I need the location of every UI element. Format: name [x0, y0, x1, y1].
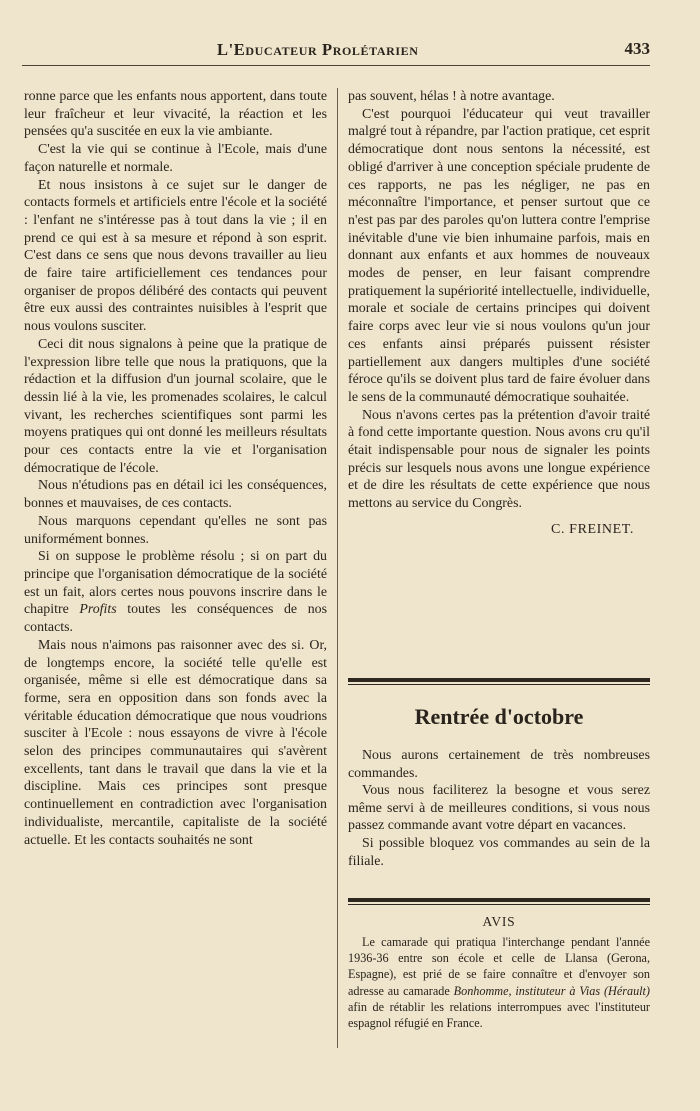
- paragraph: Mais nous n'aimons pas raisonner avec des si. Or, de longtemps encore, la société telle qu'elle est organisée, même si elle est démocratique dans sa forme, sera en opposition dans son fonds avec la véritable éducation démocratique que nous voudrions susciter à l'Ecole : nous essayons de vivre à l'école selon des principes communautaires qui s'avèrent excellents, tant dans le travail que dans la vie et la discipline. Mais ces principes sont presque continuellement en contradiction avec l'organisation individualiste, mercantile, capitaliste de la société actuelle. Et les contacts souhaités ne sont: [24, 637, 327, 848]
- rentree-section: [348, 747, 650, 870]
- paragraph: [348, 934, 650, 1031]
- paragraph: C'est la vie qui se continue à l'Ecole, mais d'une façon naturelle et normale.: [24, 142, 327, 175]
- right-column: [348, 88, 650, 539]
- italic-name: Bonhomme, instituteur à Vias (Hérault): [453, 983, 650, 998]
- paragraph: Nous marquons cependant qu'elles ne sont pas uniformément bonnes.: [24, 513, 327, 547]
- avis-heading: AVIS: [482, 914, 516, 929]
- italic-term: Profits: [79, 602, 117, 618]
- section-rule: [348, 678, 650, 682]
- paragraph-text: afin de rétablir les relations interrompues avec l'instituteur espagnol réfugié en France.: [348, 999, 650, 1031]
- paragraph-text: Le camarade qui pratiqua l'interchange pendant l'année 1936-36 entre son école et celle de Llansa (Gerona, Espagne), est prié de se faire connaître et d'envoyer son adresse au camarade: [348, 935, 650, 998]
- signature: C. FREINET.: [551, 521, 634, 537]
- paragraph: Si possible bloquez vos commandes au sein de la filiale.: [348, 835, 650, 869]
- section-rule-thin: [348, 684, 650, 685]
- paragraph: ronne parce que les enfants nous apportent, dans toute leur fraîcheur et leur vivacité, la réaction et les pensées qu'a suscitée en eux la vie ambiante.: [24, 89, 327, 140]
- paragraph: C'est pourquoi l'éducateur qui veut travailler malgré tout à répandre, par l'action pratique, cet esprit démocratique dont nous sentons la nécessité, est obligé d'arriver à une conception spéciale prudente de ces rapports, ne pas les négliger, ne pas en méconnaître l'importance, et penser surtout que ce n'est pas par des paroles qu'on luttera contre l'emprise inévitable d'une vie bien inhumaine parfois, mais en donnant aux enfants et aux hommes de nouveaux modes de penser, en leur faisant comprendre pratiquement la supériorité intellectuelle, individuelle, morale et sociale de certains principes qui doivent faire corps avec leur vie si nous voulons qu'un jour ces enfants ainsi préparés puissent résister partiellement aux dangers multiples d'une société féroce qu'ils se doivent plus tard de faire évoluer dans le sens de la communauté démocratique souhaitée.: [348, 106, 650, 405]
- left-column: [24, 88, 327, 849]
- header-rule: [22, 65, 650, 66]
- journal-title: L'Educateur Prolétarien: [217, 40, 419, 59]
- paragraph-text: toutes les conséquences de nos contacts.: [24, 602, 327, 636]
- paragraph-text: Si on suppose le problème résolu ; si on part du principe que l'organisation démocratique de la société est un fait, alors certes nous pouvons inscrire dans le chapitre: [24, 549, 327, 618]
- paragraph: Nous n'étudions pas en détail ici les conséquences, bonnes et mauvaises, de ces contacts.: [24, 478, 327, 512]
- section-rule: [348, 898, 650, 902]
- paragraph: Nous n'avons certes pas la prétention d'avoir traité à fond cette importante question. Nous avons cru qu'il était indispensable pour nous de signaler les points précis sur lesquels nous avons une longue expérience et de dire les résultats de cette expérience que nous mettons au service du Congrès.: [348, 407, 650, 512]
- page-header: [22, 38, 650, 68]
- paragraph: Vous nous faciliterez la besogne et vous serez même servi à de meilleures conditions, si vous nous passez commande avant votre départ en vacances.: [348, 783, 650, 834]
- paragraph: Nous aurons certainement de très nombreuses commandes.: [348, 748, 650, 781]
- paragraph: pas souvent, hélas ! à notre avantage.: [348, 89, 555, 104]
- column-divider: [337, 88, 338, 1048]
- section-rule-thin: [348, 904, 650, 905]
- page-number: 433: [624, 39, 650, 58]
- avis-section: [348, 934, 650, 1031]
- paragraph: Et nous insistons à ce sujet sur le danger de contacts formels et artificiels entre l'école et la société : l'enfant ne s'intéresse pas à tout dans la vie ; il en prend ce qui est à sa mesure et répond à son esprit. C'est dans ce sens que nous devons travailler au lieu de faire taire artificiellement ces tendances pour organiser de propos délibéré des contacts qui peuvent être eux aussi des contraintes nuisibles à l'esprit que nous voulons susciter.: [24, 177, 327, 335]
- rentree-heading: Rentrée d'octobre: [414, 704, 584, 729]
- paragraph: Ceci dit nous signalons à peine que la pratique de l'expression libre telle que nous la pratiquons, que la rédaction et la diffusion d'un journal scolaire, que le dessin lié à la vie, les promenades scolaires, le calcul vivant, les recherches scientifiques sont parmi les moyens pratiques qui ont donné les meilleurs résultats pour ces contacts entre la vie et l'organisation démocratique de l'école.: [24, 336, 327, 476]
- paragraph: [24, 548, 327, 637]
